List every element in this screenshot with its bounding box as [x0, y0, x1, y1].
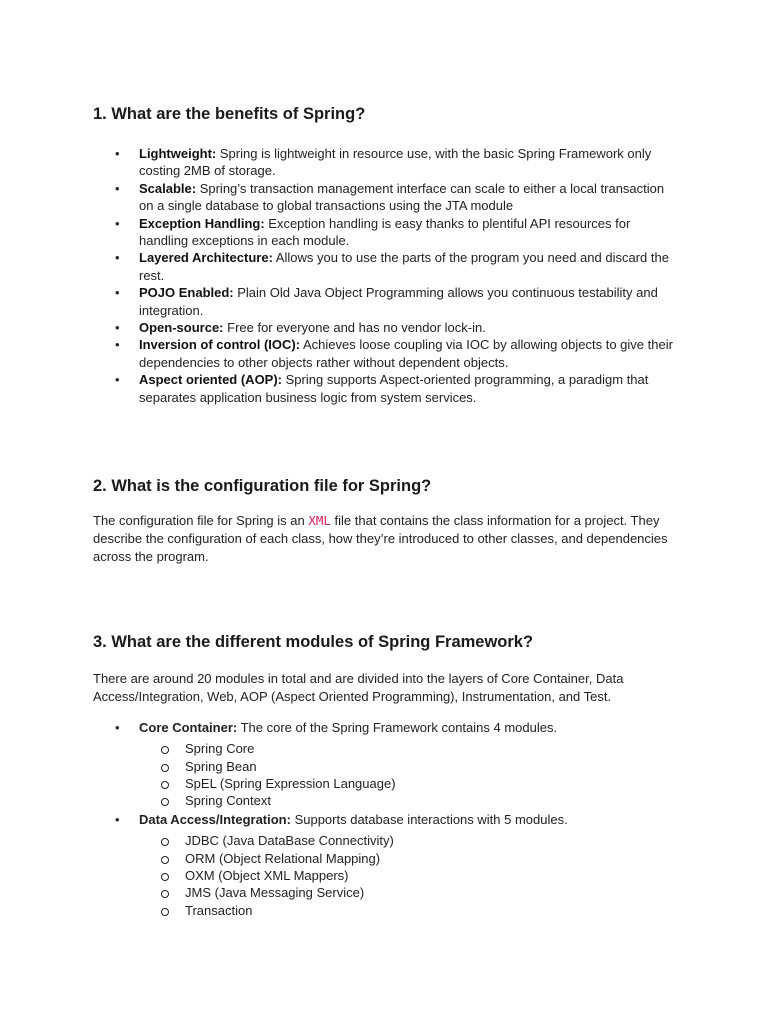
module-name: JMS (Java Messaging Service) [185, 885, 365, 901]
bullet-icon: • [115, 146, 120, 161]
circle-bullet-icon [161, 838, 169, 846]
bullet-icon: • [115, 337, 120, 353]
sub-list-item [0, 867, 768, 884]
section-1-heading: 1. What are the benefits of Spring? [93, 105, 366, 123]
item-term: Inversion of control (IOC): [139, 337, 301, 353]
module-name: Spring Context [185, 793, 271, 809]
item-term: Core Container: [139, 720, 238, 735]
bullet-icon: • [115, 720, 120, 735]
section-2-heading: 2. What is the configuration file for Spring? [93, 477, 432, 495]
item-term: Data Access/Integration: [139, 812, 291, 827]
data-modules-list [0, 832, 768, 918]
circle-bullet-icon [161, 798, 169, 806]
sub-list-item [0, 850, 768, 867]
module-name: Spring Bean [185, 758, 257, 774]
module-name: OXM (Object XML Mappers) [185, 868, 349, 883]
bullet-icon: • [115, 320, 120, 336]
item-text: Spring is lightweight in resource use, with the basic Spring Framework only costing 2MB of storage. [139, 146, 652, 179]
circle-bullet-icon [161, 746, 169, 754]
bullet-icon: • [115, 812, 120, 827]
item-term: Scalable: [139, 180, 197, 196]
modules-intro-paragraph: There are around 20 modules in total and are divided into the layers of Core Container, Data Access/Integration, Web, AOP (Aspect Oriented Programming), Instrumentation, and Test. [93, 671, 624, 704]
circle-bullet-icon [161, 781, 169, 789]
item-text: Plain Old Java Object Programming allows you continuous testability and integration. [139, 285, 658, 318]
item-text: Achieves loose coupling via IOC by allowing objects to give their dependencies to other objects rather without dependent objects. [139, 337, 673, 370]
item-text: Allows you to use the parts of the program you need and discard the rest. [139, 250, 669, 283]
list-item [0, 719, 768, 736]
benefits-list [0, 145, 768, 406]
item-text: Exception handling is easy thanks to plentiful API resources for handling exceptions in each module. [139, 215, 631, 249]
bullet-icon: • [115, 180, 120, 196]
module-name: JDBC (Java DataBase Connectivity) [185, 833, 394, 849]
list-item [0, 284, 768, 319]
list-item [0, 336, 768, 371]
sub-list-item [0, 775, 768, 792]
circle-bullet-icon [161, 873, 169, 881]
sub-list-item [0, 792, 768, 809]
item-term: Layered Architecture: [139, 250, 273, 266]
item-text: Spring supports Aspect-oriented programming, a paradigm that separates application business logic from system services. [139, 372, 649, 405]
item-text: Supports database interactions with 5 modules. [290, 812, 568, 827]
item-text: The core of the Spring Framework contains 4 modules. [237, 720, 558, 735]
xml-code: XML [308, 513, 331, 528]
bullet-icon: • [115, 372, 120, 388]
sub-list-item [0, 758, 768, 775]
module-name: ORM (Object Relational Mapping) [185, 850, 381, 866]
bullet-icon: • [115, 215, 120, 231]
sub-list-item [0, 832, 768, 849]
bullet-icon: • [115, 285, 120, 301]
list-item [0, 249, 768, 284]
item-term: Open-source: [139, 320, 224, 336]
core-modules-list [0, 740, 768, 809]
item-text: Free for everyone and has no vendor lock-in. [223, 320, 486, 336]
module-name: Transaction [185, 902, 253, 918]
item-term: Aspect oriented (AOP): [139, 372, 283, 388]
circle-bullet-icon [161, 890, 169, 898]
list-item [0, 371, 768, 406]
circle-bullet-icon [161, 856, 169, 864]
data-access-group [0, 811, 768, 919]
item-term: Exception Handling: [139, 215, 265, 231]
core-container-group [0, 719, 768, 810]
list-item [0, 180, 768, 215]
item-text: Spring’s transaction management interface can scale to either a local transaction on a single database to global transactions using the JTA module [139, 180, 665, 214]
item-term: Lightweight: [139, 146, 217, 161]
circle-bullet-icon [161, 764, 169, 772]
item-term: POJO Enabled: [139, 285, 234, 301]
bullet-icon: • [115, 250, 120, 266]
circle-bullet-icon [161, 908, 169, 916]
config-text-after: file that contains the class information for a project. They describe the configuration of each class, how they’re introduced to other classes, and dependencies across the program. [93, 513, 668, 564]
sub-list-item [0, 902, 768, 919]
list-item [0, 145, 768, 180]
module-name: SpEL (Spring Expression Language) [185, 776, 396, 791]
list-item [0, 319, 768, 336]
section-3-heading: 3. What are the different modules of Spring Framework? [93, 633, 534, 651]
config-text-before: The configuration file for Spring is an [93, 513, 309, 528]
config-paragraph [93, 512, 683, 566]
list-item [0, 215, 768, 250]
module-name: Spring Core [185, 741, 255, 757]
sub-list-item [0, 740, 768, 757]
sub-list-item [0, 884, 768, 901]
list-item [0, 811, 768, 828]
